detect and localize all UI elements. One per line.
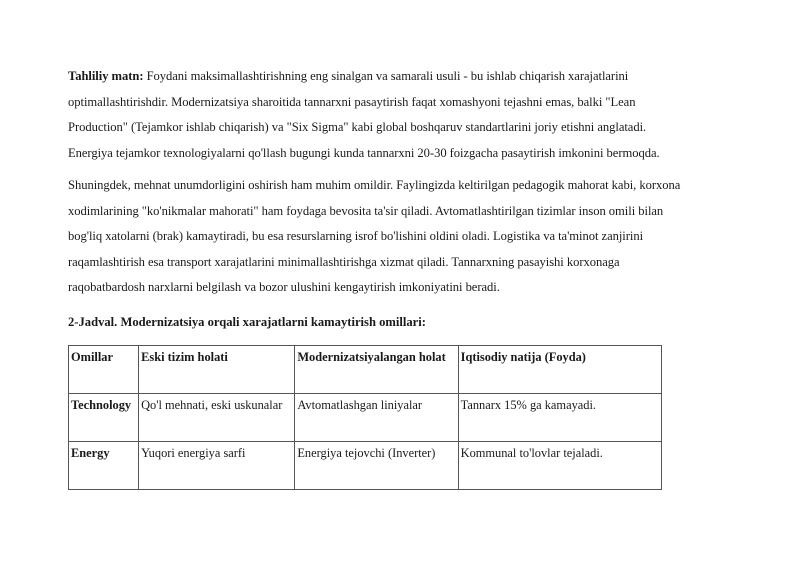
second-line: bog'liq xatolarni (brak) kamaytiradi, bu esa resurslarning isrof bo'lishini oldini oladi. Logistika va ta'minot zanjirini bbox=[68, 229, 644, 243]
second-line: xodimlarining "ko'nikmalar mahorati" ham foydaga bevosita ta'sir qiladi. Avtomatlashtirilgan tizimlar inson omili bilan bbox=[68, 203, 664, 218]
table-cell: Kommunal to'lovlar tejaladi. bbox=[458, 442, 661, 490]
table-header-cell: Modernizatsiyalangan holat bbox=[295, 346, 458, 394]
table-title: 2-Jadval. Modernizatsiya orqali xarajatlarni kamaytirish omillari: bbox=[68, 314, 426, 329]
table-header-cell: Iqtisodiy natija (Foyda) bbox=[458, 346, 661, 394]
table-header-cell: Omillar bbox=[69, 346, 139, 394]
second-paragraph bbox=[68, 173, 732, 301]
second-line: raqobatbardosh narxlarni belgilash va bozor ulushini kengaytirish imkoniyatini beradi. bbox=[68, 280, 500, 294]
second-line: raqamlashtirish esa transport xarajatlarini minimallashtirishga xizmat qiladi. Tannarxning pasayishi korxonaga bbox=[68, 254, 620, 269]
table-cell: Energiya tejovchi (Inverter) bbox=[295, 442, 458, 490]
table-cell-factor: Energy bbox=[69, 442, 139, 490]
second-line: Shuningdek, mehnat unumdorligini oshirish ham muhim omildir. Faylingizda keltirilgan pedagogik mahorat kabi, korxona bbox=[68, 178, 681, 192]
intro-line: Energiya tejamkor texnologiyalarni qo'llash bugungi kunda tannarxni 20-30 foizgacha pasaytirish imkonini bermoqda. bbox=[68, 145, 660, 160]
intro-line: Production" (Tejamkor ishlab chiqarish) va "Six Sigma" kabi global boshqaruv standartlarini joriy etishni anglatadi. bbox=[68, 120, 647, 134]
table-cell: Avtomatlashgan liniyalar bbox=[295, 394, 458, 442]
intro-paragraph bbox=[68, 64, 732, 166]
document-page bbox=[68, 64, 732, 490]
table-cell: Yuqori energiya sarfi bbox=[139, 442, 295, 490]
intro-lead: Tahliliy matn: bbox=[68, 69, 144, 83]
table-header-cell: Eski tizim holati bbox=[139, 346, 295, 394]
table-row bbox=[69, 394, 662, 442]
factors-table bbox=[68, 345, 662, 490]
table-cell-factor: Technology bbox=[69, 394, 139, 442]
intro-line: optimallashtirishdir. Modernizatsiya sharoitida tannarxni pasaytirish faqat xomashyoni tejashni emas, balki "Lean bbox=[68, 94, 636, 109]
table-cell: Tannarx 15% ga kamayadi. bbox=[458, 394, 661, 442]
intro-line: Foydani maksimallashtirishning eng sinalgan va samarali usuli - bu ishlab chiqarish xarajatlarini bbox=[143, 69, 629, 83]
table-row bbox=[69, 442, 662, 490]
table-header-row bbox=[69, 346, 662, 394]
table-cell: Qo'l mehnati, eski uskunalar bbox=[139, 394, 295, 442]
